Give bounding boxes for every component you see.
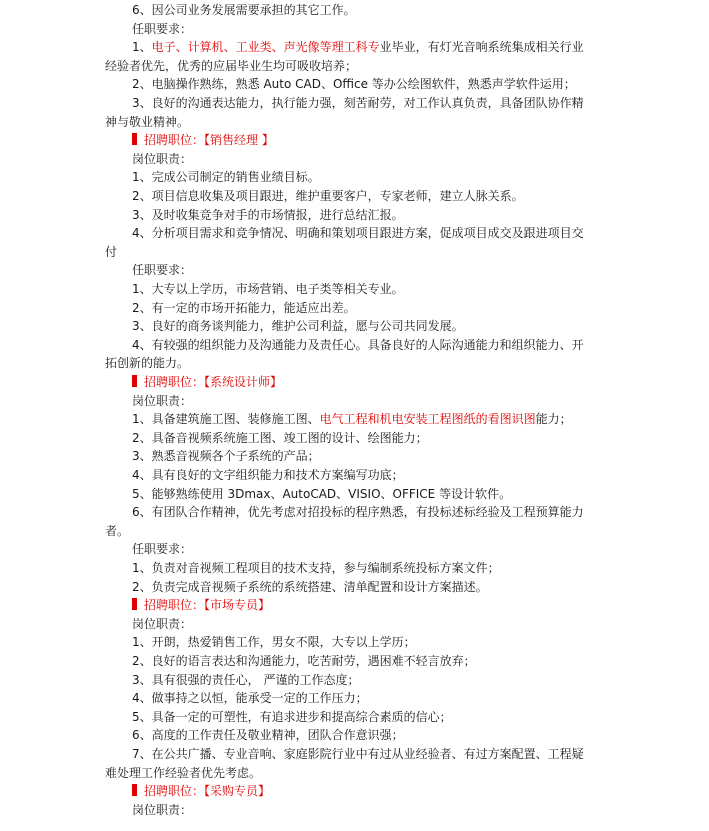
paragraph-line bbox=[132, 392, 192, 410]
text-segment: 能力； bbox=[535, 412, 572, 427]
text-segment: 1、具备建筑施工图、装修施工图、 bbox=[132, 412, 320, 427]
paragraph-line bbox=[132, 801, 192, 819]
job-position-heading bbox=[132, 373, 282, 391]
job-position-heading bbox=[132, 131, 274, 149]
text-segment: 任职要求： bbox=[132, 21, 193, 36]
paragraph-line bbox=[132, 168, 320, 186]
job-position-heading bbox=[132, 596, 270, 614]
text-segment: 6、高度的工作责任及敬业精神，团队合作意识强； bbox=[132, 728, 404, 743]
paragraph-line bbox=[132, 187, 524, 205]
text-segment: 招聘职位：【系统设计师】 bbox=[144, 375, 283, 389]
text-segment: 3、良好的商务谈判能力，维护公司利益，愿与公司共同发展。 bbox=[132, 319, 464, 334]
text-segment: 4、具有良好的文字组织能力和技术方案编写功底； bbox=[132, 468, 404, 482]
paragraph-line bbox=[132, 559, 500, 577]
paragraph-continuation-line bbox=[105, 354, 189, 372]
heading-marker-icon bbox=[132, 375, 137, 387]
highlighted-text: 电子、计算机、工业类、声光像等理工科专 bbox=[151, 40, 380, 55]
text-segment: 经验者优先，优秀的应届毕业生均可吸收培养； bbox=[105, 58, 358, 73]
text-segment: 3、良好的沟通表达能力，执行能力强，刻苦耐劳，对工作认真负责，具备团队协作精 bbox=[132, 96, 584, 110]
paragraph-continuation-line bbox=[105, 113, 189, 131]
paragraph-line bbox=[132, 150, 192, 168]
text-segment: 1、负责对音视频工程项目的技术支持，参与编制系统投标方案文件； bbox=[132, 561, 500, 575]
paragraph-line bbox=[132, 540, 192, 558]
paragraph-continuation-line bbox=[105, 57, 357, 75]
text-segment: 5、具备一定的可塑性，有追求进步和提高综合素质的信心； bbox=[132, 709, 452, 724]
paragraph-line bbox=[132, 652, 476, 670]
paragraph-continuation-line bbox=[105, 243, 117, 261]
text-segment: 1、开朗，热爱销售工作，男女不限，大专以上学历； bbox=[132, 635, 416, 650]
paragraph-line bbox=[132, 726, 404, 744]
text-segment: 2、项目信息收集及项目跟进，维护重要客户，专家老师，建立人脉关系。 bbox=[132, 189, 524, 203]
paragraph-line bbox=[132, 745, 584, 763]
text-segment: 3、熟悉音视频各个子系统的产品； bbox=[132, 449, 320, 464]
paragraph-line bbox=[132, 75, 576, 93]
text-segment: 者。 bbox=[105, 523, 130, 538]
paragraph-line bbox=[132, 280, 404, 298]
text-segment: 神与敬业精神。 bbox=[105, 114, 190, 129]
text-segment: 6、因公司业务发展需要承担的其它工作。 bbox=[132, 3, 356, 17]
text-segment: 业毕业，有灯光音响系统集成相关行业 bbox=[379, 40, 584, 55]
text-segment: 4、做事持之以恒，能承受一定的工作压力； bbox=[132, 691, 368, 706]
paragraph-line bbox=[132, 671, 359, 689]
paragraph-line bbox=[132, 503, 584, 521]
text-segment: 2、负责完成音视频子系统的系统搭建、清单配置和设计方案描述。 bbox=[132, 579, 488, 594]
paragraph-continuation-line bbox=[105, 522, 129, 540]
heading-marker-icon bbox=[132, 784, 137, 796]
paragraph-line bbox=[132, 689, 368, 707]
text-segment: 2、良好的语言表达和沟通能力，吃苦耐劳，遇困难不轻言放弃； bbox=[132, 654, 476, 668]
text-segment: 难处理工作经验者优先考虑。 bbox=[105, 765, 262, 780]
text-segment: 招聘职位：【采购专员】 bbox=[144, 784, 271, 799]
paragraph-line bbox=[132, 224, 584, 242]
text-segment: 岗位职责： bbox=[132, 393, 193, 408]
paragraph-line bbox=[132, 94, 584, 112]
text-segment: 招聘职位：【销售经理 】 bbox=[144, 133, 274, 148]
highlighted-text: 电气工程和机电安装工程图纸的看图识图 bbox=[319, 412, 536, 427]
paragraph-line bbox=[132, 429, 428, 447]
paragraph-continuation-line bbox=[105, 764, 261, 782]
text-segment: 2、电脑操作熟练，熟悉 Auto CAD、Office 等办公绘图软件，熟悉声学软件运用； bbox=[132, 77, 576, 92]
text-segment: 4、有较强的组织能力及沟通能力及责任心。具备良好的人际沟通能力和组织能力、开 bbox=[132, 337, 584, 352]
paragraph-line bbox=[132, 485, 511, 503]
text-segment: 任职要求： bbox=[132, 542, 193, 557]
text-segment: 1、 bbox=[132, 40, 152, 55]
text-segment: 1、大专以上学历，市场营销、电子类等相关专业。 bbox=[132, 282, 404, 296]
paragraph-line bbox=[132, 299, 356, 317]
text-segment: 拓创新的能力。 bbox=[105, 356, 190, 371]
text-segment: 岗位职责： bbox=[132, 151, 193, 166]
text-segment: 3、及时收集竞争对手的市场情报，进行总结汇报。 bbox=[132, 207, 404, 222]
paragraph-line bbox=[132, 633, 416, 651]
text-segment: 6、有团队合作精神，优先考虑对招投标的程序熟悉，有投标述标经验及工程预算能力 bbox=[132, 505, 584, 520]
text-segment: 3、具有很强的责任心， 严谨的工作态度； bbox=[132, 672, 360, 687]
text-segment: 岗位职责： bbox=[132, 802, 193, 817]
paragraph-line bbox=[132, 615, 192, 633]
paragraph-line bbox=[132, 206, 404, 224]
heading-marker-icon bbox=[132, 598, 137, 610]
paragraph-line bbox=[132, 410, 572, 428]
text-segment: 2、具备音视频系统施工图、竣工图的设计、绘图能力； bbox=[132, 430, 428, 445]
paragraph-line bbox=[132, 38, 584, 56]
paragraph-line bbox=[132, 708, 452, 726]
paragraph-line bbox=[132, 317, 464, 335]
job-position-heading bbox=[132, 782, 270, 800]
text-segment: 付 bbox=[105, 244, 118, 259]
text-segment: 岗位职责： bbox=[132, 616, 193, 631]
text-segment: 招聘职位：【市场专员】 bbox=[144, 598, 271, 613]
text-segment: 7、在公共广播、专业音响、家庭影院行业中有过从业经验者、有过方案配置、工程疑 bbox=[132, 747, 584, 761]
text-segment: 4、分析项目需求和竞争情况、明确和策划项目跟进方案，促成项目成交及跟进项目交 bbox=[132, 226, 584, 241]
paragraph-line bbox=[132, 466, 404, 484]
paragraph-line bbox=[132, 336, 584, 354]
text-segment: 5、能够熟练使用 3Dmax、AutoCAD、VISIO、OFFICE 等设计软件。 bbox=[132, 486, 512, 501]
paragraph-line bbox=[132, 578, 488, 596]
text-segment: 1、完成公司制定的销售业绩目标。 bbox=[132, 170, 320, 185]
paragraph-line bbox=[132, 447, 320, 465]
text-segment: 任职要求： bbox=[132, 263, 193, 278]
paragraph-line bbox=[132, 1, 356, 19]
paragraph-line bbox=[132, 20, 192, 38]
heading-marker-icon bbox=[132, 133, 137, 145]
paragraph-line bbox=[132, 261, 192, 279]
text-segment: 2、有一定的市场开拓能力，能适应出差。 bbox=[132, 300, 356, 315]
